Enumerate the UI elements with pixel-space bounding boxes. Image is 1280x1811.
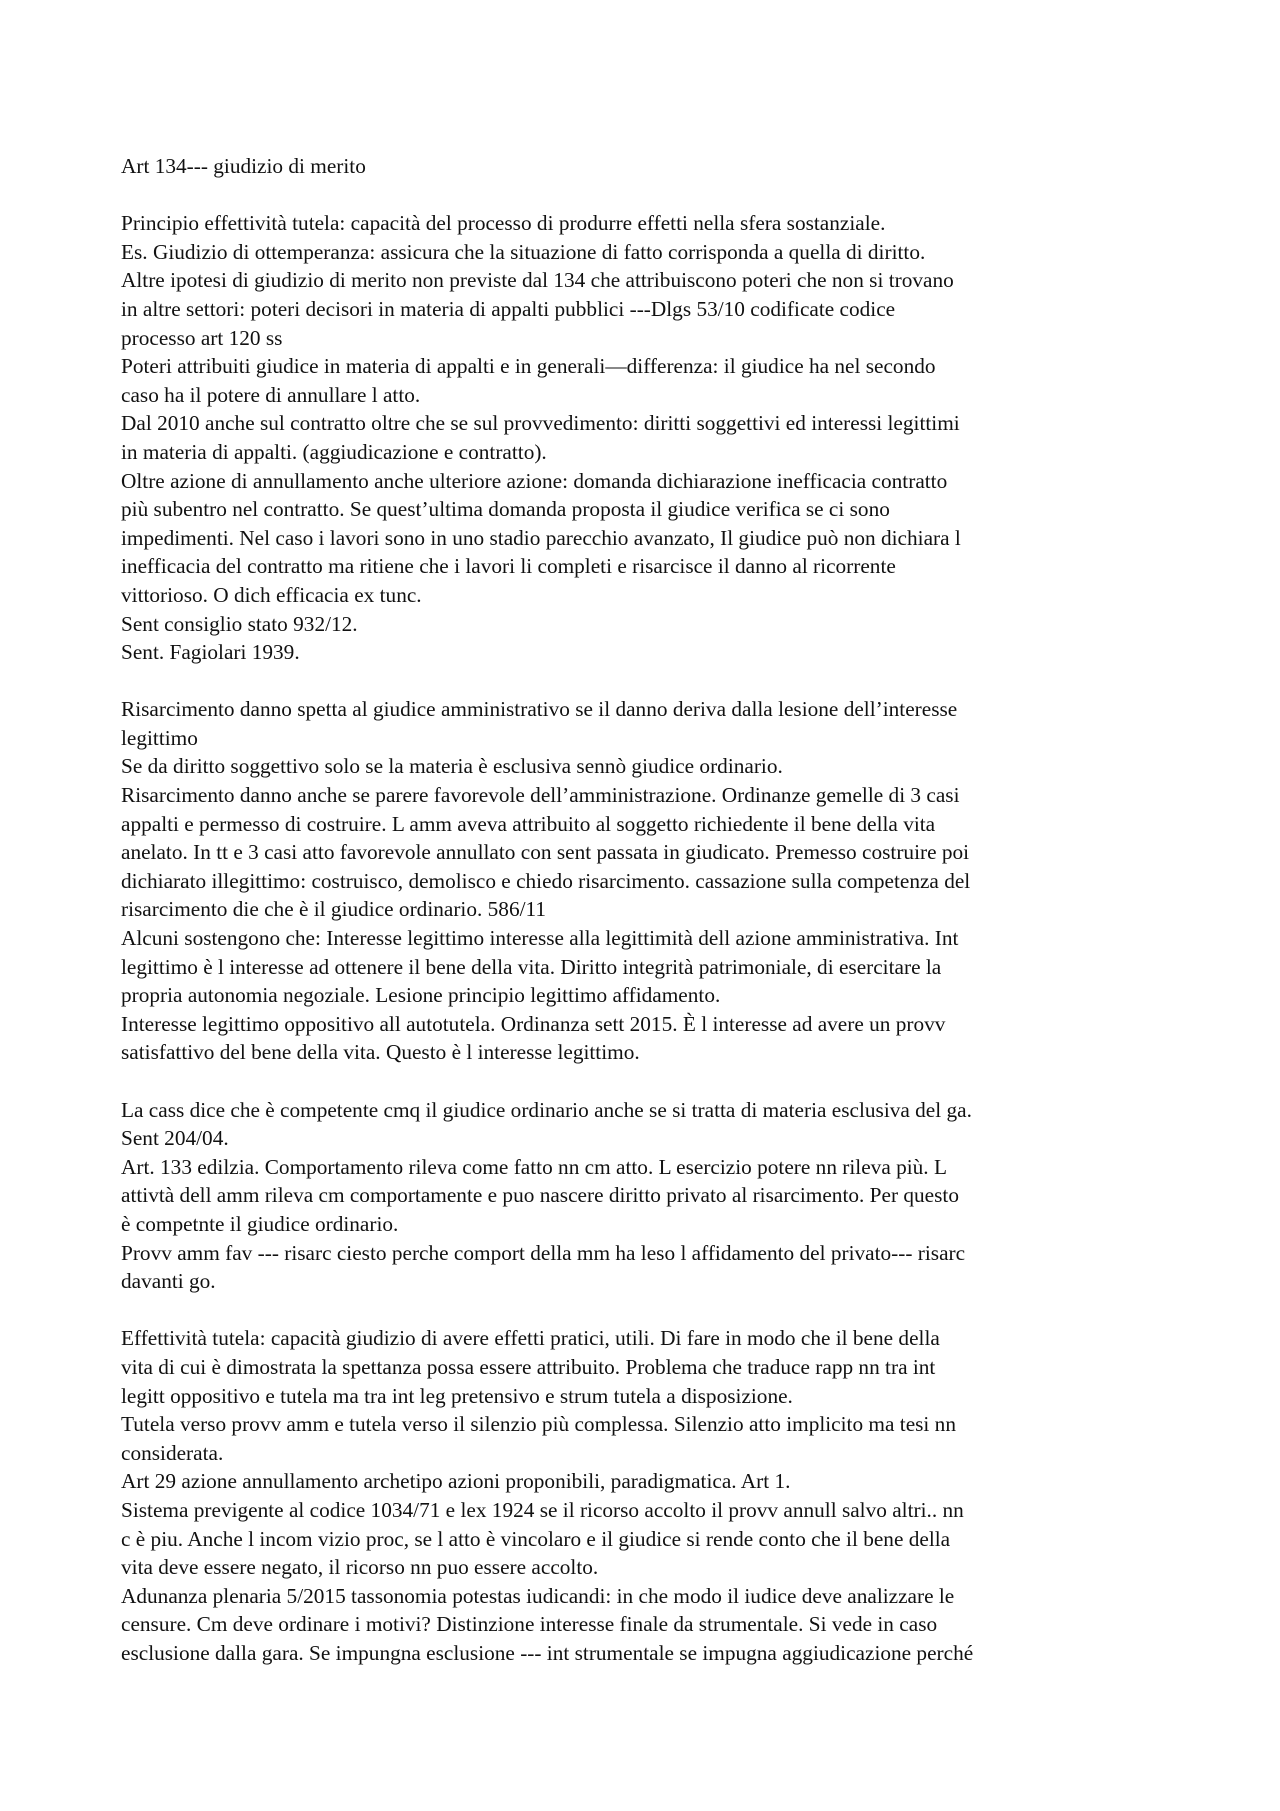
paragraph-section — [121, 1324, 1171, 1667]
text-line: Alcuni sostengono che: Interesse legittimo interesse alla legittimità dell azione amministrativa. Int — [121, 926, 959, 951]
text-line: Altre ipotesi di giudizio di merito non previste dal 134 che attribuiscono poteri che non si trovano — [121, 268, 954, 293]
text-line: attivtà dell amm rileva cm comportamente e puo nascere diritto privato al risarcimento. Per questo — [121, 1183, 959, 1208]
text-line: è competnte il giudice ordinario. — [121, 1211, 399, 1236]
text-line: vittorioso. O dich efficacia ex tunc. — [121, 582, 422, 607]
text-line: Art 29 azione annullamento archetipo azioni proponibili, paradigmatica. Art 1. — [121, 1469, 791, 1494]
text-line: Art. 133 edilzia. Comportamento rileva come fatto nn cm atto. L esercizio potere nn rileva più. L — [121, 1154, 947, 1179]
text-line: inefficacia del contratto ma ritiene che i lavori li completi e risarcisce il danno al ricorrente — [121, 554, 896, 579]
text-line: Tutela verso provv amm e tutela verso il silenzio più complessa. Silenzio atto implicito ma tesi nn — [121, 1412, 956, 1437]
text-line: risarcimento die che è il giudice ordinario. 586/11 — [121, 897, 547, 922]
text-line: considerata. — [121, 1440, 224, 1465]
text-line: esclusione dalla gara. Se impungna esclusione --- int strumentale se impugna aggiudicazione perché — [121, 1640, 974, 1665]
paragraph-section — [121, 209, 1171, 667]
text-line: dichiarato illegittimo: costruisco, demolisco e chiedo risarcimento. cassazione sulla competenza del — [121, 868, 971, 893]
document-title: Art 134--- giudizio di merito — [121, 154, 366, 178]
text-line: anelato. In tt e 3 casi atto favorevole annullato con sent passata in giudicato. Premesso costruire poi — [121, 840, 970, 865]
text-line: processo art 120 ss — [121, 325, 283, 350]
text-line: La cass dice che è competente cmq il giudice ordinario anche se si tratta di materia esclusiva del ga. — [121, 1097, 972, 1122]
text-line: Adunanza plenaria 5/2015 tassonomia potestas iudicandi: in che modo il iudice deve analizzare le — [121, 1583, 955, 1608]
text-line: c è piu. Anche l incom vizio proc, se l atto è vincolaro e il giudice si rende conto che il bene della — [121, 1526, 951, 1551]
text-line: Sistema previgente al codice 1034/71 e lex 1924 se il ricorso accolto il provv annull salvo altri.. nn — [121, 1497, 964, 1522]
text-line: caso ha il potere di annullare l atto. — [121, 382, 421, 407]
text-line: legittimo — [121, 725, 198, 750]
text-line: Poteri attribuiti giudice in materia di appalti e in generali—differenza: il giudice ha nel secondo — [121, 354, 936, 379]
text-line: più subentro nel contratto. Se quest’ultima domanda proposta il giudice verifica se ci sono — [121, 497, 890, 522]
text-line: Sent consiglio stato 932/12. — [121, 611, 358, 636]
text-line: satisfattivo del bene della vita. Questo è l interesse legittimo. — [121, 1040, 640, 1065]
paragraph-section — [121, 1096, 1171, 1296]
text-line: vita di cui è dimostrata la spettanza possa essere attribuito. Problema che traduce rapp nn tra int — [121, 1354, 936, 1379]
text-line: Sent 204/04. — [121, 1126, 229, 1151]
text-line: Risarcimento danno spetta al giudice amministrativo se il danno deriva dalla lesione dell’interesse — [121, 697, 958, 722]
text-line: davanti go. — [121, 1269, 216, 1294]
text-line: Sent. Fagiolari 1939. — [121, 640, 300, 665]
document-body — [121, 152, 1171, 1696]
text-line: Oltre azione di annullamento anche ulteriore azione: domanda dichiarazione inefficacia contratto — [121, 468, 948, 493]
text-line: Principio effettività tutela: capacità del processo di produrre effetti nella sfera sostanziale. — [121, 211, 886, 236]
text-line: propria autonomia negoziale. Lesione principio legittimo affidamento. — [121, 983, 721, 1008]
text-line: Dal 2010 anche sul contratto oltre che se sul provvedimento: diritti soggettivi ed interessi legittimi — [121, 411, 960, 436]
text-line: in materia di appalti. (aggiudicazione e contratto). — [121, 439, 547, 464]
text-line: legitt oppositivo e tutela ma tra int leg pretensivo e strum tutela a disposizione. — [121, 1383, 793, 1408]
text-line: legittimo è l interesse ad ottenere il bene della vita. Diritto integrità patrimoniale, di esercitare la — [121, 954, 942, 979]
text-line: in altre settori: poteri decisori in materia di appalti pubblici ---Dlgs 53/10 codificate codice — [121, 296, 896, 321]
text-line: Provv amm fav --- risarc ciesto perche comport della mm ha leso l affidamento del privato--- risarc — [121, 1240, 966, 1265]
document-sections — [121, 209, 1171, 1667]
text-line: Risarcimento danno anche se parere favorevole dell’amministrazione. Ordinanze gemelle di 3 casi — [121, 783, 960, 808]
text-line: impedimenti. Nel caso i lavori sono in uno stadio parecchio avanzato, Il giudice può non dichiara l — [121, 525, 961, 550]
text-line: vita deve essere negato, il ricorso nn puo essere accolto. — [121, 1555, 599, 1580]
paragraph-section — [121, 695, 1171, 1067]
text-line: Es. Giudizio di ottemperanza: assicura che la situazione di fatto corrisponda a quella di diritto. — [121, 239, 926, 264]
text-line: censure. Cm deve ordinare i motivi? Distinzione interesse finale da strumentale. Si vede in caso — [121, 1612, 938, 1637]
text-line: appalti e permesso di costruire. L amm aveva attribuito al soggetto richiedente il bene della vita — [121, 811, 936, 836]
text-line: Se da diritto soggettivo solo se la materia è esclusiva sennò giudice ordinario. — [121, 754, 783, 779]
text-line: Effettività tutela: capacità giudizio di avere effetti pratici, utili. Di fare in modo che il bene della — [121, 1326, 940, 1351]
text-line: Interesse legittimo oppositivo all autotutela. Ordinanza sett 2015. È l interesse ad avere un provv — [121, 1011, 946, 1036]
